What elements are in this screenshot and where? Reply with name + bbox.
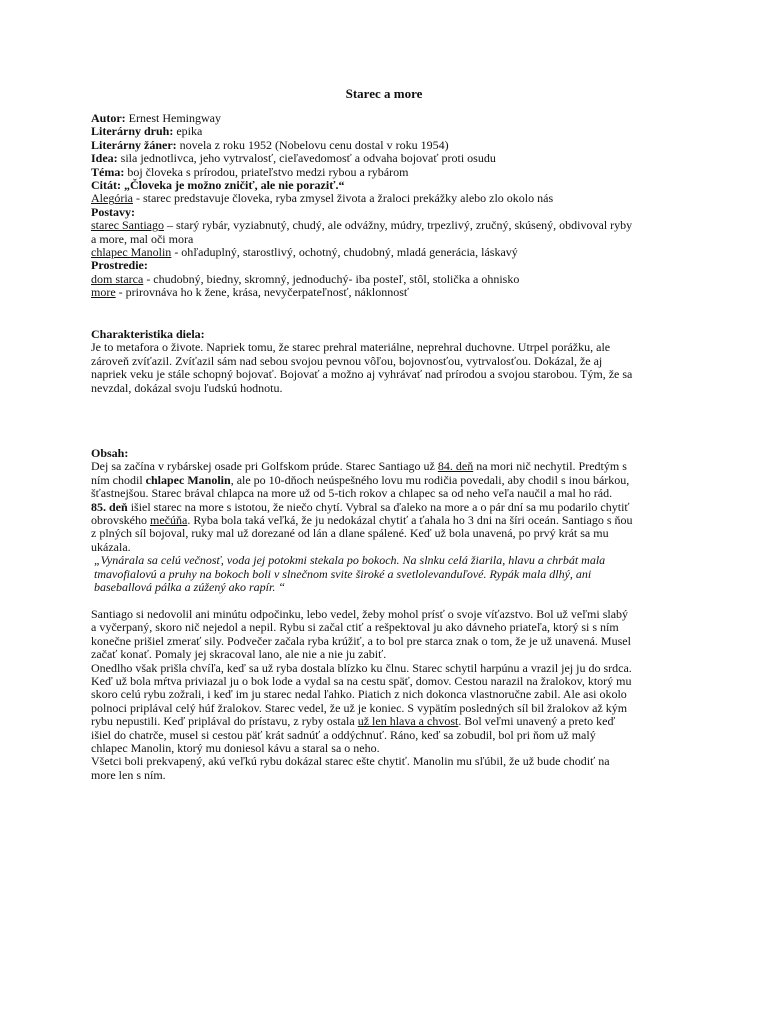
paragraph-line bbox=[91, 514, 689, 527]
druh-line bbox=[91, 125, 689, 138]
dom-line bbox=[91, 273, 689, 286]
idea-value: sila jednotlivca, jeho vytrvalosť, cieľavedomosť a odvaha bojovať proti osudu bbox=[120, 151, 496, 166]
manolin-line bbox=[91, 246, 689, 259]
underlined-day: 84. deň bbox=[437, 459, 474, 474]
druh-value: epika bbox=[176, 124, 203, 139]
paragraph-line: more len s ním. bbox=[91, 767, 166, 782]
paragraph-line: zároveň zvíťazil. Zvíťazil sám nad sebou svojou pevnou vôľou, bojovnosťou, vytrvalosťou. Dokázal, že aj bbox=[91, 353, 603, 368]
postavy-heading: Postavy: bbox=[91, 204, 135, 219]
paragraph-line: Všetci boli prekvapený, akú veľkú rybu dokázal starec ešte chytiť. Manolin mu sľúbil, že už bude chodiť na bbox=[91, 754, 610, 769]
text-run: , ale po 10-dňoch neúspešného lovu mu rodičia povedali, aby chodil s inou bárkou, bbox=[230, 472, 630, 487]
alegoria-line bbox=[91, 192, 689, 205]
paragraph-line bbox=[91, 460, 689, 473]
more-line bbox=[91, 286, 689, 299]
paragraph-line: Onedlho však prišla chvíľa, keď sa už ryba dostala blízko ku člnu. Starec schytil harpúnu a vrazil jej ju do srdca. bbox=[91, 660, 632, 675]
underlined-fish: mečúňa bbox=[150, 513, 188, 528]
idea-line bbox=[91, 152, 689, 165]
paragraph-line: išiel do chatrče, musel si cestou päť krát sadnúť a oddýchnuť. Ráno, keď sa zobudil, bol pri ňom už malý bbox=[91, 727, 596, 742]
quote-text: „Vynárala sa celú večnosť, voda jej potokmi stekala po bokoch. Na slnku celá žiarila, hlavu a chrbát mala bbox=[94, 553, 606, 568]
quote-line bbox=[91, 581, 689, 594]
autor-value: Ernest Hemingway bbox=[128, 111, 221, 125]
alegoria-term: Alegória bbox=[91, 191, 133, 206]
santiago-line-2: a more, mal oči mora bbox=[91, 231, 194, 246]
obsah-heading: Obsah: bbox=[91, 446, 129, 460]
obsah-section bbox=[91, 447, 689, 594]
paragraph-line: skoro celú rybu zožrali, i keď im ju starec nedal ľahko. Piatich z nich dokonca vlastnoručne zabil. Ale asi okolo bbox=[91, 687, 627, 702]
dom-term: dom starca bbox=[91, 271, 144, 286]
alegoria-value: - starec predstavuje človeka, ryba zmysel života a žraloci prekážky alebo zlo okolo nás bbox=[135, 191, 554, 206]
charakteristika-heading: Charakteristika diela: bbox=[91, 327, 205, 341]
text-run: išiel starec na more s istotou, že niečo chytí. Vybral sa ďaleko na more a o pár dní sa mu podarilo chytiť bbox=[127, 499, 630, 514]
paragraph-line: Keď už bola mŕtva priviazal ju o bok lode a vydal sa na cestu späť, domov. Cestou narazil na žralokov, ktorý mu bbox=[91, 674, 632, 689]
paragraph-line: nevzdal, dokázal svoju ľudskú hodnotu. bbox=[91, 380, 283, 395]
charakteristika-section bbox=[91, 328, 689, 395]
tema-line bbox=[91, 166, 689, 179]
paragraph-line: chlapec Manolin, ktorý mu doniesol kávu a staral sa o neho. bbox=[91, 741, 380, 756]
paragraph-line: Santiago si nedovolil ani minútu odpočinku, lebo vedel, žeby mohol prísť o svoje víťazstvo. Bol už veľmi slabý bbox=[91, 607, 629, 621]
santiago-desc: – starý rybár, vyziabnutý, chudý, ale odvážny, múdry, trpezlivý, zručný, skúsený, obdivoval ryby bbox=[166, 218, 633, 233]
text-run: . Bol veľmi unavený a preto keď bbox=[458, 714, 616, 729]
zaner-line bbox=[91, 139, 689, 152]
paragraph-line: polnoci priplával celý húf žralokov. Starec vedel, že už je koniec. S vypätím posledných síl bil žralokov až kým bbox=[91, 700, 628, 715]
citat-label: Citát: bbox=[91, 178, 121, 193]
more-desc: - prirovnáva ho k žene, krása, nevyčerpateľnosť, náklonnosť bbox=[118, 285, 410, 300]
citat-value: „Človeka je možno zničiť, ale nie poraziť.“ bbox=[124, 178, 345, 193]
text-run: rybu nepustili. Keď priplával do prístavu, z ryby ostala bbox=[91, 714, 358, 729]
paragraph-line bbox=[91, 715, 689, 728]
manolin-term: chlapec Manolin bbox=[91, 245, 172, 260]
dom-desc: - chudobný, biedny, skromný, jednoduchý- iba posteľ, stôl, stolička a ohnisko bbox=[146, 271, 520, 286]
paragraph-line: napriek veku je stále schopný bojovať. Bojovať a možno aj vyhrávať nad prírodou a svojou starobou. Tým, že sa bbox=[91, 367, 633, 382]
autor-line bbox=[91, 112, 689, 125]
santiago-term: starec Santiago bbox=[91, 218, 164, 233]
paragraph-line: ukázala. bbox=[91, 539, 131, 554]
paragraph-line bbox=[91, 501, 689, 514]
autor-label: Autor: bbox=[91, 111, 126, 125]
bold-day: 85. deň bbox=[91, 499, 128, 514]
document-title: Starec a more bbox=[345, 86, 423, 101]
paragraph-line: z plných síl bojoval, ruky mal už dorezané od lán a dlane spálené. Keď už bola unavená, po prvý krát sa mu bbox=[91, 526, 609, 541]
quote-line bbox=[91, 554, 689, 567]
idea-label: Idea: bbox=[91, 151, 118, 166]
obsah-continuation bbox=[91, 608, 689, 782]
paragraph-line: konečne prišiel zmerať sily. Podvečer začala ryba krúžiť, a to bol pre starca znak o tom, že je už unavená. Musel bbox=[91, 633, 631, 648]
more-term: more bbox=[91, 285, 116, 300]
paragraph-line: a vyčerpaný, skoro nič nejedol a nepil. Rybu si začal ctiť a rešpektoval ju ako dávneho priateľa, ktorý si s ním bbox=[91, 620, 619, 635]
prostredie-heading: Prostredie: bbox=[91, 258, 148, 273]
zaner-label: Literárny žáner: bbox=[91, 137, 177, 152]
paragraph-line: začať konať. Pomaly jej skracoval lano, ale nie a nie ju zabiť. bbox=[91, 647, 387, 662]
quote-text: tmavofialovú a pruhy na bokoch boli v slnečnom svite široké a svetlolevanduľové. Rypák mala dlhý, ani bbox=[94, 566, 592, 581]
text-run: ním chodil bbox=[91, 472, 146, 487]
paragraph-line: Je to metafora o živote. Napriek tomu, že starec prehral materiálne, neprehral duchovne. Utrpel porážku, ale bbox=[91, 340, 611, 355]
druh-label: Literárny druh: bbox=[91, 124, 174, 139]
bold-name: chlapec Manolin bbox=[145, 472, 231, 487]
text-run: obrovského bbox=[91, 513, 150, 528]
text-run: Dej sa začína v rybárskej osade pri Golfskom prúde. Starec Santiago už bbox=[91, 459, 438, 474]
zaner-value: novela z roku 1952 (Nobelovu cenu dostal v roku 1954) bbox=[179, 137, 449, 152]
manolin-desc: - ohľaduplný, starostlivý, ochotný, chudobný, mladá generácia, láskavý bbox=[174, 245, 518, 260]
paragraph-line bbox=[91, 474, 689, 487]
quote-line bbox=[91, 568, 689, 581]
tema-value: boj človeka s prírodou, priateľstvo medzi rybou a rybárom bbox=[127, 164, 409, 179]
text-run: . Ryba bola taká veľká, že ju nedokázal chytiť a ťahala ho 3 dni na šíri oceán. Santiago s ňou bbox=[187, 513, 633, 528]
paragraph-line: šťastnejšou. Starec brával chlapca na more už od 5-tich rokov a chlapec sa od neho veľa naučil a mal ho rád. bbox=[91, 486, 613, 501]
meta-section bbox=[91, 112, 689, 300]
quote-text: baseballová pálka a zúžený ako rapír. “ bbox=[94, 580, 285, 595]
underlined-phrase: už len hlava a chvost bbox=[357, 714, 459, 729]
santiago-line bbox=[91, 219, 689, 232]
citat-line bbox=[91, 179, 689, 192]
tema-label: Téma: bbox=[91, 164, 125, 179]
text-run: na mori nič nechytil. Predtým s bbox=[473, 459, 627, 474]
